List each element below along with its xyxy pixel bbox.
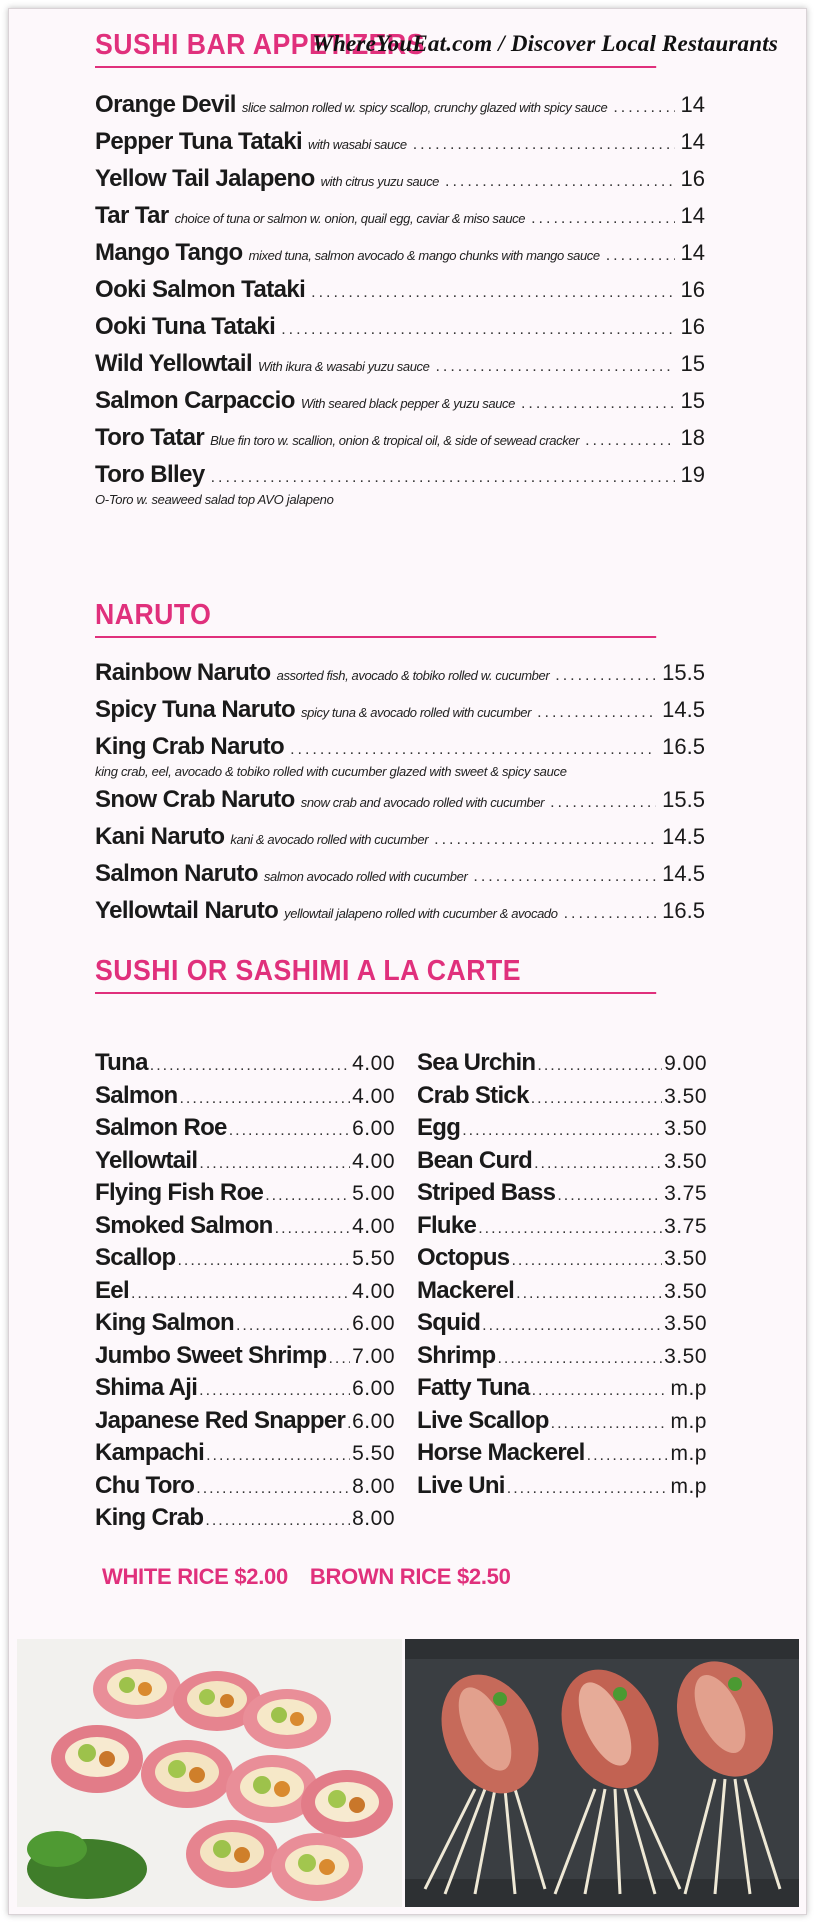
alacarte-item-name: Shima Aji xyxy=(95,1374,198,1401)
alacarte-item-price: 4.00 xyxy=(352,1084,395,1108)
dot-leader xyxy=(613,99,674,117)
menu-item-price: 16 xyxy=(680,166,705,191)
alacarte-item xyxy=(417,1082,707,1115)
dot-leader xyxy=(281,321,674,339)
menu-item-price: 14.5 xyxy=(662,824,705,849)
alacarte-item xyxy=(95,1244,395,1277)
menu-item-description: kani & avocado rolled with cucumber xyxy=(230,832,429,847)
alacarte-item-price: 6.00 xyxy=(352,1377,395,1400)
alacarte-item xyxy=(95,1147,395,1180)
menu-item-subdescription: king crab, eel, avocado & tobiko rolled with cucumber glazed with sweet & spicy sauce xyxy=(95,764,567,779)
menu-item-price: 16.5 xyxy=(662,734,705,759)
menu-item-price: 16.5 xyxy=(662,898,705,923)
menu-item xyxy=(95,165,705,202)
alacarte-item-name: Crab Stick xyxy=(417,1081,529,1109)
menu-item xyxy=(95,239,705,276)
alacarte-item-name: Jumbo Sweet Shrimp xyxy=(95,1341,327,1369)
alacarte-item-price: 8.00 xyxy=(352,1474,395,1498)
alacarte-item xyxy=(95,1504,395,1537)
dot-leader xyxy=(265,1187,350,1205)
appetizers-list xyxy=(95,91,705,514)
alacarte-item-name: Kampachi xyxy=(95,1439,205,1466)
menu-item-line xyxy=(95,424,705,461)
menu-item-line xyxy=(95,733,705,770)
menu-item-price: 18 xyxy=(680,425,705,450)
alacarte-item xyxy=(95,1439,395,1472)
alacarte-item xyxy=(95,1212,395,1245)
alacarte-item-name: Octopus xyxy=(417,1244,510,1271)
menu-item-description: salmon avocado rolled with cucumber xyxy=(263,869,468,884)
menu-item-name: Tar Tar xyxy=(95,202,169,229)
dot-leader xyxy=(482,1317,662,1335)
dot-leader xyxy=(462,1122,662,1140)
alacarte-item xyxy=(95,1342,395,1375)
alacarte-item-price: 3.50 xyxy=(664,1344,707,1368)
menu-item-line xyxy=(95,239,705,276)
alacarte-heading: SUSHI OR SASHIMI A LA CARTE xyxy=(95,955,656,994)
menu-item-name: Toro Blley xyxy=(95,461,205,488)
alacarte-left-column xyxy=(95,1049,395,1537)
alacarte-item xyxy=(417,1277,707,1310)
alacarte-item xyxy=(95,1049,395,1082)
alacarte-item-name: Live Scallop xyxy=(417,1406,549,1434)
menu-item-subdescription: O-Toro w. seaweed salad top AVO jalapeno xyxy=(95,492,334,507)
dot-leader xyxy=(435,358,674,376)
menu-item-line xyxy=(95,91,705,128)
dot-leader xyxy=(511,1252,662,1270)
menu-item-price: 14 xyxy=(680,240,705,265)
alacarte-item-price: 6.00 xyxy=(352,1117,395,1140)
dot-leader xyxy=(507,1480,669,1498)
dot-leader xyxy=(587,1447,669,1465)
naruto-rolls-photo xyxy=(17,1639,402,1907)
alacarte-item-price: 8.00 xyxy=(352,1507,395,1530)
dot-leader xyxy=(199,1155,350,1173)
alacarte-item-price: m.p xyxy=(670,1377,707,1400)
dot-leader xyxy=(516,1285,662,1303)
alacarte-item-name: Horse Mackerel xyxy=(417,1439,585,1466)
dot-leader xyxy=(531,210,674,228)
alacarte-item xyxy=(417,1179,707,1212)
menu-item xyxy=(95,860,705,897)
menu-item-name: Rainbow Naruto xyxy=(95,659,271,686)
dot-leader xyxy=(196,1480,350,1498)
menu-item-line xyxy=(95,696,705,733)
alacarte-item xyxy=(417,1439,707,1472)
dot-leader xyxy=(311,284,674,302)
menu-item-name: Salmon Naruto xyxy=(95,860,258,887)
alacarte-item xyxy=(417,1212,707,1245)
alacarte-item xyxy=(95,1082,395,1115)
alacarte-item-name: Bean Curd xyxy=(417,1146,533,1174)
dot-leader xyxy=(413,136,675,154)
alacarte-item-name: Yellowtail xyxy=(95,1146,198,1174)
dot-leader xyxy=(211,469,675,487)
menu-item-line xyxy=(95,823,705,860)
dot-leader xyxy=(564,905,657,923)
menu-item xyxy=(95,91,705,128)
menu-item xyxy=(95,128,705,165)
menu-item xyxy=(95,387,705,424)
brown-rice-price: BROWN RICE $2.50 xyxy=(309,1564,511,1589)
alacarte-item-name: Eel xyxy=(95,1276,129,1304)
alacarte-item-price: 6.00 xyxy=(352,1312,395,1335)
alacarte-item-price: 3.50 xyxy=(664,1149,707,1173)
menu-item-price: 14 xyxy=(680,129,705,154)
dot-leader xyxy=(555,667,656,685)
menu-item-description: Blue fin toro w. scallion, onion & tropical oil, & side of sewead cracker xyxy=(210,433,580,448)
dot-leader xyxy=(557,1187,662,1205)
alacarte-item xyxy=(417,1114,707,1147)
dot-leader xyxy=(205,1512,350,1530)
alacarte-item-price: 9.00 xyxy=(664,1052,707,1075)
menu-item-description: snow crab and avocado rolled with cucumber xyxy=(300,795,545,810)
dot-leader xyxy=(478,1220,662,1238)
menu-item-price: 16 xyxy=(680,277,705,302)
menu-item-line xyxy=(95,659,705,696)
appetizers-heading: SUSHI BAR APPETIZERS xyxy=(95,29,656,68)
alacarte-item-name: Shrimp xyxy=(417,1341,496,1369)
menu-item xyxy=(95,823,705,860)
menu-item-line xyxy=(95,165,705,202)
alacarte-item-price: 3.75 xyxy=(664,1214,707,1238)
alacarte-item-name: Tuna xyxy=(95,1049,148,1076)
alacarte-item-name: King Salmon xyxy=(95,1309,234,1336)
beef-enoki-illustration xyxy=(405,1639,799,1907)
menu-item-description: choice of tuna or salmon w. onion, quail egg, caviar & miso sauce xyxy=(174,211,526,226)
alacarte-item-price: m.p xyxy=(670,1409,707,1433)
menu-item-line xyxy=(95,387,705,424)
dot-leader xyxy=(131,1285,350,1303)
alacarte-item-name: Sea Urchin xyxy=(417,1049,536,1076)
menu-item-price: 15.5 xyxy=(662,787,705,812)
menu-item-price: 14.5 xyxy=(662,697,705,722)
rice-prices xyxy=(102,1564,533,1590)
alacarte-item-price: 3.50 xyxy=(664,1312,707,1335)
menu-item xyxy=(95,276,705,313)
alacarte-item xyxy=(95,1277,395,1310)
menu-item-description: slice salmon rolled w. spicy scallop, crunchy glazed with spicy sauce xyxy=(241,100,608,115)
dot-leader xyxy=(150,1057,350,1075)
menu-item-price: 14 xyxy=(680,203,705,228)
dot-leader xyxy=(179,1090,350,1108)
dot-leader xyxy=(551,1415,669,1433)
dot-leader xyxy=(445,173,675,191)
dot-leader xyxy=(534,1155,662,1173)
alacarte-item xyxy=(95,1472,395,1505)
menu-item-description: mixed tuna, salmon avocado & mango chunks with mango sauce xyxy=(248,248,600,263)
dot-leader xyxy=(328,1350,350,1368)
alacarte-item xyxy=(95,1407,395,1440)
dot-leader xyxy=(537,1057,662,1075)
alacarte-item-price: 5.50 xyxy=(352,1442,395,1465)
menu-item-price: 14.5 xyxy=(662,861,705,886)
menu-item xyxy=(95,659,705,696)
alacarte-item-price: 3.50 xyxy=(664,1247,707,1270)
alacarte-item-name: Squid xyxy=(417,1309,481,1336)
menu-item-description: yellowtail jalapeno rolled with cucumber & avocado xyxy=(284,906,558,921)
alacarte-item xyxy=(417,1049,707,1082)
menu-item-name: Snow Crab Naruto xyxy=(95,786,295,813)
alacarte-item-price: m.p xyxy=(670,1442,707,1465)
watermark: WhereYouEat.com / Discover Local Restaurants xyxy=(312,31,778,56)
menu-item-name: Kani Naruto xyxy=(95,823,225,850)
dot-leader xyxy=(585,432,674,450)
menu-item-name: Orange Devil xyxy=(95,91,236,118)
menu-item xyxy=(95,733,705,770)
alacarte-item-price: 3.50 xyxy=(664,1084,707,1108)
menu-card xyxy=(8,8,807,1915)
dot-leader xyxy=(236,1317,350,1335)
menu-item-name: Yellow Tail Jalapeno xyxy=(95,165,315,192)
alacarte-item-price: 5.50 xyxy=(352,1247,395,1270)
menu-item-description: With ikura & wasabi yuzu sauce xyxy=(258,359,430,374)
menu-item-price: 15.5 xyxy=(662,660,705,685)
dot-leader xyxy=(275,1220,351,1238)
dot-leader xyxy=(537,704,656,722)
dot-leader xyxy=(521,395,675,413)
menu-item-name: Spicy Tuna Naruto xyxy=(95,696,296,723)
alacarte-item-price: 3.50 xyxy=(664,1279,707,1303)
alacarte-item-name: Salmon xyxy=(95,1081,178,1109)
alacarte-item xyxy=(417,1374,707,1407)
menu-item-description: With seared black pepper & yuzu sauce xyxy=(300,396,515,411)
alacarte-item xyxy=(417,1244,707,1277)
alacarte-item-name: Flying Fish Roe xyxy=(95,1179,264,1206)
menu-item-name: Toro Tatar xyxy=(95,424,205,451)
dot-leader xyxy=(606,247,675,265)
menu-item-price: 16 xyxy=(680,314,705,339)
alacarte-item xyxy=(417,1147,707,1180)
alacarte-item-name: Live Uni xyxy=(417,1471,505,1499)
alacarte-item-price: 4.00 xyxy=(352,1149,395,1173)
menu-item xyxy=(95,461,705,498)
alacarte-item-price: 5.00 xyxy=(352,1182,395,1205)
menu-item-description: with wasabi sauce xyxy=(308,137,407,152)
alacarte-item-name: Fatty Tuna xyxy=(417,1374,530,1401)
menu-item xyxy=(95,786,705,823)
menu-item-description: assorted fish, avocado & tobiko rolled w. cucumber xyxy=(276,668,550,683)
white-rice-price: WHITE RICE $2.00 xyxy=(102,1564,288,1589)
dot-leader xyxy=(290,741,656,759)
menu-item xyxy=(95,897,705,934)
menu-item-name: Ooki Salmon Tataki xyxy=(95,276,306,303)
naruto-heading: NARUTO xyxy=(95,599,656,638)
menu-item-description: spicy tuna & avocado rolled with cucumber xyxy=(301,705,532,720)
alacarte-item-name: Striped Bass xyxy=(417,1179,556,1206)
menu-item-name: Salmon Carpaccio xyxy=(95,387,295,414)
menu-item-name: King Crab Naruto xyxy=(95,733,285,760)
menu-item xyxy=(95,350,705,387)
alacarte-item-price: 6.00 xyxy=(352,1409,395,1433)
food-photos xyxy=(17,1639,799,1907)
menu-item-name: Mango Tango xyxy=(95,239,243,266)
beef-enoki-rolls-photo xyxy=(405,1639,799,1907)
dot-leader xyxy=(206,1447,350,1465)
menu-item-name: Wild Yellowtail xyxy=(95,350,253,377)
menu-item xyxy=(95,424,705,461)
naruto-list xyxy=(95,659,705,934)
alacarte-item-price: 4.00 xyxy=(352,1052,395,1075)
alacarte-right-column xyxy=(417,1049,707,1504)
menu-item xyxy=(95,313,705,350)
menu-item-line xyxy=(95,276,705,313)
alacarte-item xyxy=(417,1472,707,1505)
alacarte-item xyxy=(95,1309,395,1342)
alacarte-item-price: m.p xyxy=(670,1474,707,1498)
alacarte-item-name: King Crab xyxy=(95,1504,204,1531)
menu-item-line xyxy=(95,860,705,897)
menu-item-line xyxy=(95,350,705,387)
menu-item-name: Ooki Tuna Tataki xyxy=(95,313,276,340)
dot-leader xyxy=(473,868,656,886)
alacarte-item-name: Smoked Salmon xyxy=(95,1211,273,1239)
dot-leader xyxy=(177,1252,350,1270)
dot-leader xyxy=(497,1350,662,1368)
menu-item-price: 19 xyxy=(680,462,705,487)
dot-leader xyxy=(199,1382,350,1400)
menu-item-name: Yellowtail Naruto xyxy=(95,897,279,924)
alacarte-item-price: 7.00 xyxy=(352,1344,395,1368)
menu-item-name: Pepper Tuna Tataki xyxy=(95,128,303,155)
alacarte-item-name: Fluke xyxy=(417,1211,477,1239)
alacarte-item xyxy=(95,1114,395,1147)
dot-leader xyxy=(347,1415,350,1433)
alacarte-item-price: 4.00 xyxy=(352,1214,395,1238)
alacarte-item-price: 3.50 xyxy=(664,1117,707,1140)
alacarte-item-name: Egg xyxy=(417,1114,461,1141)
alacarte-item-name: Scallop xyxy=(95,1244,176,1271)
alacarte-item-price: 4.00 xyxy=(352,1279,395,1303)
menu-item-line xyxy=(95,786,705,823)
menu-item-line xyxy=(95,202,705,239)
dot-leader xyxy=(531,1090,662,1108)
menu-item-price: 14 xyxy=(680,92,705,117)
alacarte-item-name: Japanese Red Snapper xyxy=(95,1406,346,1434)
alacarte-item xyxy=(417,1309,707,1342)
alacarte-item-name: Chu Toro xyxy=(95,1471,195,1499)
alacarte-item xyxy=(95,1374,395,1407)
menu-item-line xyxy=(95,313,705,350)
alacarte-item xyxy=(417,1407,707,1440)
menu-item xyxy=(95,202,705,239)
menu-item-line xyxy=(95,897,705,934)
alacarte-item-name: Mackerel xyxy=(417,1276,515,1304)
menu-item-price: 15 xyxy=(680,388,705,413)
menu-item-line xyxy=(95,128,705,165)
menu-item-line xyxy=(95,461,705,498)
alacarte-item-name: Salmon Roe xyxy=(95,1114,227,1141)
alacarte-item-price: 3.75 xyxy=(664,1182,707,1205)
menu-item xyxy=(95,696,705,733)
naruto-rolls-illustration xyxy=(17,1639,402,1907)
dot-leader xyxy=(550,794,656,812)
alacarte-item xyxy=(417,1342,707,1375)
dot-leader xyxy=(434,831,656,849)
menu-item-description: with citrus yuzu sauce xyxy=(320,174,440,189)
dot-leader xyxy=(532,1382,669,1400)
dot-leader xyxy=(229,1122,350,1140)
alacarte-item xyxy=(95,1179,395,1212)
menu-item-price: 15 xyxy=(680,351,705,376)
